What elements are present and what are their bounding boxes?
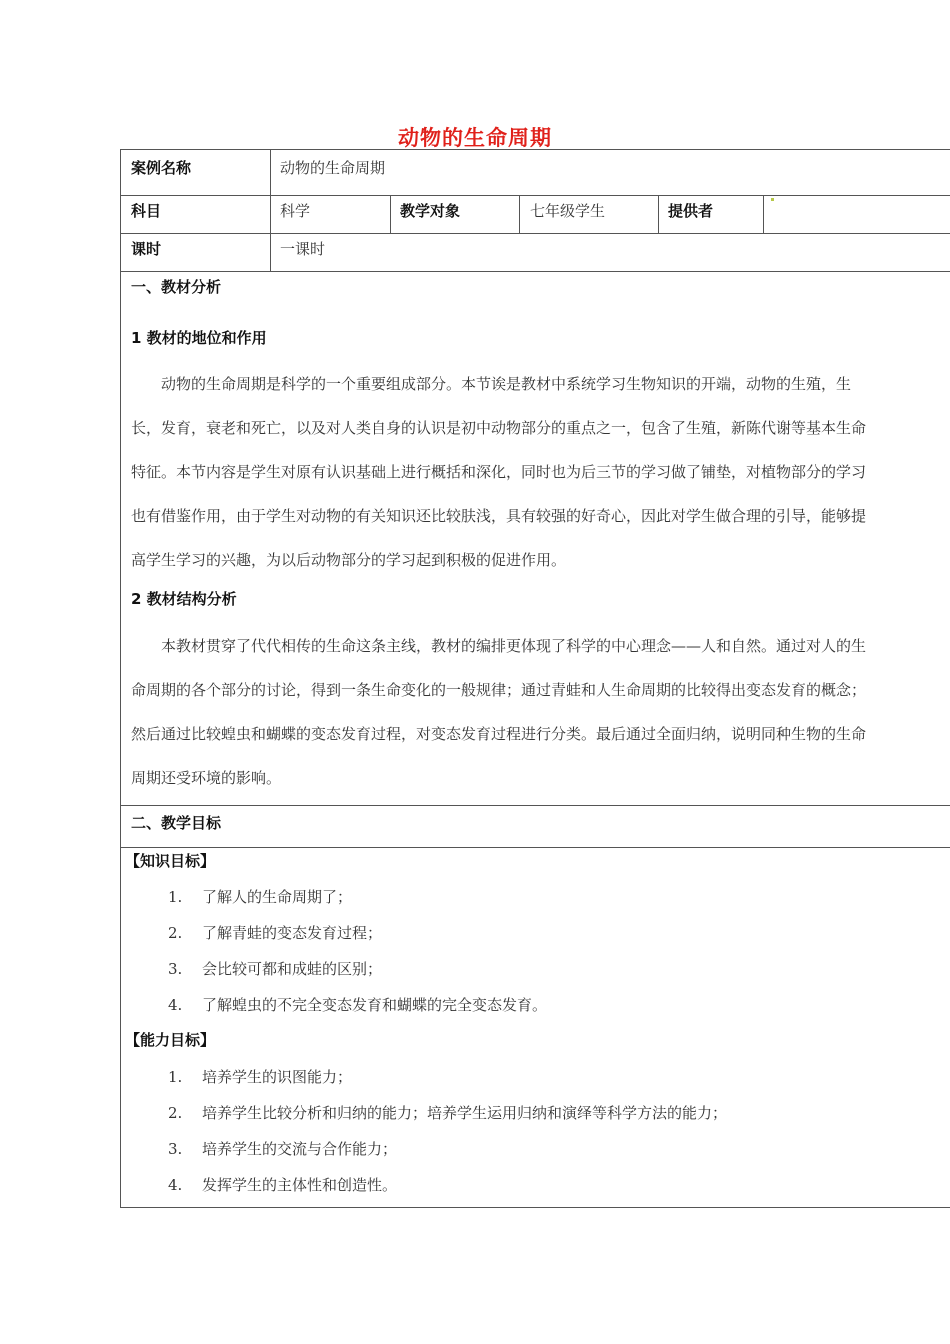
subsection-heading-structure: 2 教材结构分析 xyxy=(131,590,237,608)
item-text: 培养学生比较分析和归纳的能力；培养学生运用归纳和演绎等科学方法的能力； xyxy=(202,1104,728,1122)
paragraph-line: 命周期的各个部分的讨论，得到一条生命变化的一般规律；通过青蛙和人生命周期的比较得出变态发育的概念； xyxy=(131,681,867,699)
case-name-label: 案例名称 xyxy=(131,159,192,177)
paragraph-line: 高学生学习的兴趣，为以后动物部分的学习起到积极的促进作用。 xyxy=(131,551,567,569)
item-text: 了解人的生命周期了； xyxy=(202,888,353,906)
item-number: 3. xyxy=(168,1140,183,1158)
row-divider xyxy=(120,805,950,806)
item-text: 发挥学生的主体性和创造性。 xyxy=(202,1176,398,1194)
subsection-heading-role: 1 教材的地位和作用 xyxy=(131,329,267,347)
item-text: 了解青蛙的变态发育过程； xyxy=(202,924,383,942)
knowledge-goal-item xyxy=(168,922,382,943)
provider-label: 提供者 xyxy=(668,202,714,220)
subject-label: 科目 xyxy=(131,202,162,220)
paragraph-line: 周期还受环境的影响。 xyxy=(131,769,282,787)
item-text: 培养学生的交流与合作能力； xyxy=(202,1140,398,1158)
item-number: 4. xyxy=(168,1176,183,1194)
ability-goal-item xyxy=(168,1102,727,1123)
col-divider xyxy=(390,195,391,233)
document-title: 动物的生命周期 xyxy=(398,126,552,150)
period-value: 一课时 xyxy=(280,240,326,258)
target-value: 七年级学生 xyxy=(530,202,606,220)
col-divider xyxy=(270,149,271,271)
knowledge-goal-item xyxy=(168,958,382,979)
section-heading-goals: 二、教学目标 xyxy=(131,814,222,832)
item-text: 培养学生的识图能力； xyxy=(202,1068,353,1086)
ability-goals-heading: 【能力目标】 xyxy=(125,1031,216,1049)
row-divider xyxy=(120,271,950,272)
item-text: 了解蝗虫的不完全变态发育和蝴蝶的完全变态发育。 xyxy=(202,996,548,1014)
mark-dot xyxy=(771,198,774,201)
row-divider xyxy=(120,195,950,196)
ability-goal-item xyxy=(168,1138,397,1159)
item-number: 3. xyxy=(168,960,183,978)
item-number: 2. xyxy=(168,924,183,942)
col-divider xyxy=(658,195,659,233)
row-divider xyxy=(120,233,950,234)
item-text: 会比较可都和成蛙的区别； xyxy=(202,960,383,978)
item-number: 1. xyxy=(168,888,183,906)
case-name-value: 动物的生命周期 xyxy=(280,159,386,177)
paragraph-line: 然后通过比较蝗虫和蝴蝶的变态发育过程，对变态发育过程进行分类。最后通过全面归纳，说明同种生物的生命 xyxy=(131,725,867,743)
section-heading-analysis: 一、教材分析 xyxy=(131,278,222,296)
paragraph-line: 本教材贯穿了代代相传的生命这条主线，教材的编排更体现了科学的中心理念——人和自然。通过对人的生 xyxy=(131,637,867,655)
subject-value: 科学 xyxy=(280,202,311,220)
knowledge-goals-heading: 【知识目标】 xyxy=(125,852,216,870)
row-divider xyxy=(120,847,950,848)
paragraph-structure xyxy=(131,624,950,800)
item-number: 1. xyxy=(168,1068,183,1086)
paragraph-line: 动物的生命周期是科学的一个重要组成部分。本节诶是教材中系统学习生物知识的开端，动物的生殖，生 xyxy=(131,375,852,393)
period-label: 课时 xyxy=(131,240,162,258)
item-number: 2. xyxy=(168,1104,183,1122)
ability-goal-item xyxy=(168,1174,397,1195)
knowledge-goal-item xyxy=(168,994,547,1015)
target-label: 教学对象 xyxy=(400,202,461,220)
paragraph-line: 特征。本节内容是学生对原有认识基础上进行概括和深化，同时也为后三节的学习做了铺垫，对植物部分的学习 xyxy=(131,463,867,481)
ability-goal-item xyxy=(168,1066,352,1087)
paragraph-line: 也有借鉴作用，由于学生对动物的有关知识还比较肤浅，具有较强的好奇心，因此对学生做合理的引导，能够提 xyxy=(131,507,867,525)
item-number: 4. xyxy=(168,996,183,1014)
col-divider xyxy=(519,195,520,233)
paragraph-role xyxy=(131,362,950,582)
paragraph-line: 长，发育，衰老和死亡，以及对人类自身的认识是初中动物部分的重点之一，包含了生殖，新陈代谢等基本生命 xyxy=(131,419,867,437)
col-divider xyxy=(763,195,764,233)
knowledge-goal-item xyxy=(168,886,352,907)
